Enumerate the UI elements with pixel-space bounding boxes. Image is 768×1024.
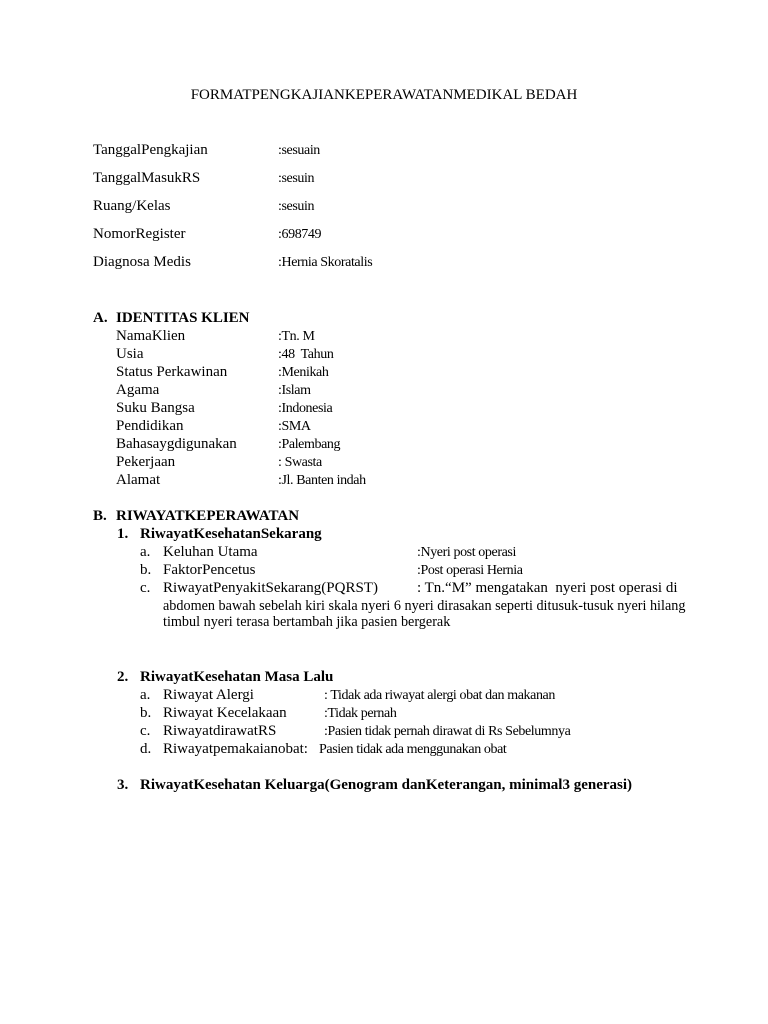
sub2-item-value: :Tidak pernah [324, 706, 397, 721]
sub2-item-label: RiwayatdirawatRS [163, 723, 277, 739]
section-a-title: IDENTITAS KLIEN [116, 310, 250, 326]
identity-label-alamat: Alamat [116, 472, 161, 488]
sub3-number: 3. [117, 777, 129, 793]
identity-value-pendidikan: :SMA [278, 419, 311, 434]
field-value-tanggal-pengkajian: :sesuain [278, 143, 320, 158]
sub1-title: RiwayatKesehatanSekarang [140, 526, 322, 542]
sub2-item-value: :Pasien tidak pernah dirawat di Rs Sebelumnya [324, 724, 571, 739]
identity-label-bahasa: Bahasaygdigunakan [116, 436, 237, 452]
identity-label-suku: Suku Bangsa [116, 400, 195, 416]
sub1-item-label: FaktorPencetus [163, 562, 256, 578]
field-label-diagnosa-medis: Diagnosa Medis [93, 254, 191, 270]
sub1-continuation-line: timbul nyeri terasa bertambah jika pasien bergerak [163, 614, 451, 630]
identity-label-nama: NamaKlien [116, 328, 186, 344]
sub2-item-value: : Tidak ada riwayat alergi obat dan makanan [324, 688, 555, 703]
field-label-ruang-kelas: Ruang/Kelas [93, 198, 171, 214]
sub1-item-value: :Post operasi Hernia [417, 563, 523, 578]
sub1-item-letter: c. [140, 580, 151, 596]
identity-label-pendidikan: Pendidikan [116, 418, 184, 434]
identity-value-alamat: :Jl. Banten indah [278, 473, 366, 488]
sub2-item-value: Pasien tidak ada menggunakan obat [319, 742, 507, 757]
field-value-diagnosa-medis: :Hernia Skoratalis [278, 255, 373, 270]
identity-value-bahasa: :Palembang [278, 437, 341, 452]
sub2-item-letter: d. [140, 741, 152, 757]
field-label-tanggal-masuk: TanggalMasukRS [93, 170, 201, 186]
field-value-nomor-register: :698749 [278, 227, 322, 242]
sub2-item-letter: c. [140, 723, 151, 739]
identity-value-status: :Menikah [278, 365, 329, 380]
sub1-item-label: RiwayatPenyakitSekarang(PQRST) [163, 580, 378, 596]
sub2-number: 2. [117, 669, 129, 685]
field-value-ruang-kelas: :sesuin [278, 199, 315, 214]
sub1-item-value: :Nyeri post operasi [417, 545, 516, 560]
sub1-item-letter: b. [140, 562, 152, 578]
identity-value-nama: :Tn. M [278, 329, 315, 344]
document-title: FORMATPENGKAJIANKEPERAWATANMEDIKAL BEDAH [190, 87, 578, 103]
identity-label-agama: Agama [116, 382, 160, 398]
sub1-item-letter: a. [140, 544, 151, 560]
field-label-tanggal-pengkajian: TanggalPengkajian [93, 142, 208, 158]
sub2-title: RiwayatKesehatan Masa Lalu [140, 669, 334, 685]
sub1-number: 1. [117, 526, 129, 542]
sub2-item-label: Riwayat Alergi [163, 687, 254, 703]
identity-value-pekerjaan: : Swasta [278, 455, 322, 470]
identity-value-agama: :Islam [278, 383, 311, 398]
identity-label-status: Status Perkawinan [116, 364, 228, 380]
identity-value-usia: :48 Tahun [278, 347, 334, 362]
field-label-nomor-register: NomorRegister [93, 226, 186, 242]
identity-value-suku: :Indonesia [278, 401, 333, 416]
identity-label-usia: Usia [116, 346, 144, 362]
section-b-title: RIWAYATKEPERAWATAN [116, 508, 300, 524]
identity-label-pekerjaan: Pekerjaan [116, 454, 176, 470]
sub2-item-label: Riwayat Kecelakaan [163, 705, 287, 721]
sub1-item-label: Keluhan Utama [163, 544, 258, 560]
section-b-letter: B. [93, 508, 107, 524]
section-a-letter: A. [93, 310, 108, 326]
sub3-title: RiwayatKesehatan Keluarga(Genogram danKeterangan, minimal3 generasi) [140, 777, 633, 793]
sub1-item-value: : Tn.“M” mengatakan nyeri post operasi di [417, 580, 678, 596]
sub2-item-letter: b. [140, 705, 152, 721]
sub1-continuation-line: abdomen bawah sebelah kiri skala nyeri 6 nyeri dirasakan seperti ditusuk-tusuk nyeri hilang [163, 598, 686, 614]
sub2-item-letter: a. [140, 687, 151, 703]
field-value-tanggal-masuk: :sesuin [278, 171, 315, 186]
sub2-item-label: Riwayatpemakaianobat: [163, 741, 308, 757]
